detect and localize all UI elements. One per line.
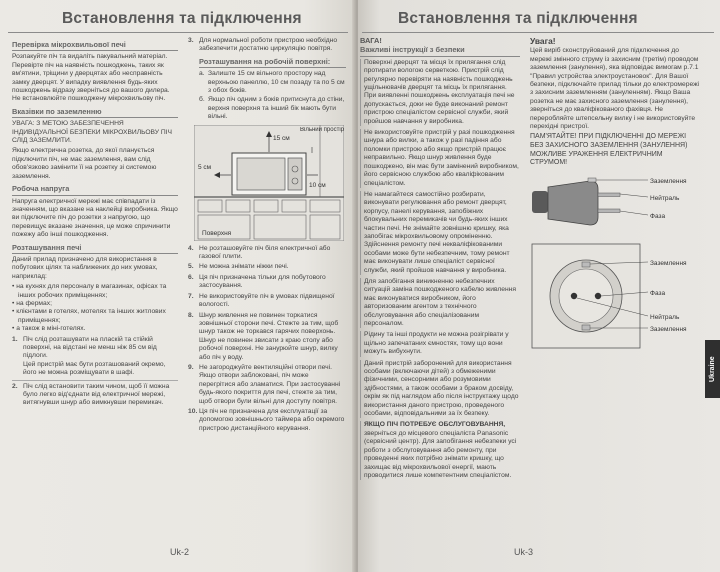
numbered-item-9: 9. Не загороджуйте вентиляційні отвори печі. Якщо отвори заблоковані, піч може перегрітися або зламатися. При застосуванні будь-якого покриття для печі, стежте за тим, щоб отвори були вільні для доступу повітря. <box>188 363 341 405</box>
plug-body <box>548 181 598 225</box>
warning-label: ВАГА! <box>360 36 382 45</box>
right-page <box>358 0 720 572</box>
sub-item-a: а. Залиште 15 см вільного простору над верхньою панеллю, 10 см позаду та по 5 см з обох боків. <box>199 70 345 95</box>
safety-paragraph: Для запобігання виникненню небезпечних ситуацій заміна пошкодженого кабелю живлення має виконуватися виробником, його авторизованим агентом з технічного обслуговування або спеціалізованим персоналом. <box>360 278 520 328</box>
left-column-1 <box>12 37 178 410</box>
attention-text: Цей виріб сконструйований для підключення до мережі змінного струму із захисним (третім) проводом заземлення (занулення), яка відповідає вимогам р.7.1 "Правил устройства электроустановок". Для Вашої безпеки, підключайте прилад тільки до електромережі з захисним заземленням (зануленням). Якщо Ваша розетка не має захисного заземлення (занулення), зверніться до кваліфікованого фахівця. Не переробляйте штепсельну вилку і не використовуйте перехідні пристрої. <box>530 47 700 131</box>
section-heading-ground: Вказівки по заземленню <box>12 108 178 118</box>
page-title-left: Встановлення та підключення <box>62 10 302 27</box>
ground-contact-top <box>582 262 590 267</box>
attention-heading: Увага! <box>530 36 556 46</box>
divider <box>12 380 178 381</box>
left-page <box>0 0 358 572</box>
list-item: • на фермах; <box>12 299 52 307</box>
label-15cm: 15 см <box>273 134 290 142</box>
socket-label-neutral: Нейтраль <box>650 313 680 321</box>
title-rule <box>8 32 348 33</box>
safety-paragraph: Не використовуйте пристрій у разі пошкодження шнура або вилки, а також у разі падіння або поломки пристрою або якщо пристрій працює неправильно. Якщо шнур живлення буде пошкоджено, він має бути замінений виробником, його сервісною службою або кваліфікованим спеціалістом. <box>360 129 520 188</box>
label-5cm: 5 см <box>198 163 212 171</box>
list-item: • клієнтами в готелях, мотелях та інших житлових приміщеннях; <box>12 308 166 324</box>
left-column-2 <box>188 37 346 435</box>
page-number-left: Uk-2 <box>170 547 190 557</box>
check-text: Розпакуйте піч та видаліть пакувальний матеріал. Перевірте піч на наявність пошкоджень, таких як вм'ятини, тріщини у дверцятах або несправність замку дверцят. У випадку виявлення будь-яких пошкоджень відразу зверніться до вашого дилера. Не встановлюйте пошкоджену мікрохвильову піч. <box>12 53 170 103</box>
section-heading-placement: Розташування печі <box>12 244 178 254</box>
numbered-item-1: 1. Піч слід розташувати на пласкій та стійкій поверхні, на відстані не менш ніж 85 см від підлоги. Цей пристрій має бути розташований окремо, його не можна розміщувати в шафі. <box>12 336 178 378</box>
plug-label-neutral: Нейтраль <box>650 194 680 202</box>
item1-note: Цей пристрій має бути розташований окремо, його не можна розміщувати в шафі. <box>23 360 166 377</box>
plug-pin <box>598 209 620 213</box>
safety-paragraph: Рідину та інші продукти не можна розігрівати у щільно запечатаних ємностях, тому що вони можуть вибухнути. <box>360 331 520 356</box>
section-heading-voltage: Робоча напруга <box>12 185 178 195</box>
placement-intro: Даний прилад призначено для використання в побутових цілях та наближених до них умовах, наприклад: <box>12 255 158 280</box>
plug-ground-clip <box>588 178 596 182</box>
voltage-text: Напруга електричної мережі має співпадати із значенням, що вказане на наклейці виробника. Якщо ви підключите піч до розетки з напругою, що перевищує вказане значення, це може спричинити пожежу або інші пошкодження. <box>12 197 178 239</box>
plug-diagram <box>530 173 700 239</box>
leader-line <box>620 211 648 215</box>
plug-pin <box>598 193 620 197</box>
list-item: • на кухнях для персоналу в магазинах, офісах та інших робочих приміщеннях; <box>12 283 167 299</box>
safety-paragraph: Даний пристрій заборонений для використання особами (включаючи дітей) з обмеженими фізичними, сенсорними або розумовими здібностями, а також особами з браком досвіду, окрім як під наглядом або після інструктажу щодо використання даного пристрою, проведеного особами, відповідальними за їх безпеку. <box>360 360 520 419</box>
page-title-right: Встановлення та підключення <box>398 10 638 27</box>
label-10cm: 10 см <box>309 181 326 189</box>
socket-diagram <box>530 242 700 350</box>
numbered-item-8: 8. Шнур живлення не повинен торкатися зовнішньої сторони печі. Стежте за тим, щоб шнур також не торкався гарячих поверхонь. Шнур не повинен звисати з краю столу або робочої поверхні. Не занурюйте шнур, вилку або піч у воду. <box>188 311 339 361</box>
plug-label-phase: Фаза <box>650 212 666 220</box>
title-rule <box>362 32 714 33</box>
right-column-1 <box>360 37 520 483</box>
ground-text: Якщо електрична розетка, до якої планується підключити піч, не має заземлення, вам слід обов'язково замінити її на розетку зі системою заземлення. <box>12 147 157 180</box>
page-number-right: Uk-3 <box>514 547 534 557</box>
section-heading-check: Перевірка мікрохвильової печі <box>12 41 178 51</box>
list-item: • а також в міні-готелях. <box>12 325 86 333</box>
numbered-item-10: 10. Ця піч не призначена для експлуатації за допомогою зовнішнього таймера або окремого пристрою дистанційного керування. <box>188 407 345 432</box>
numbered-item-2: 2. Піч слід встановити таким чином, щоб її можна було легко від'єднати від електричної мережі, витягнувши шнур або вимкнувши перемикач. <box>12 382 170 407</box>
safety-paragraph: Поверхні дверцят та місця їх прилягання слід протирати вологою серветкою. Пристрій слід регулярно перевіряти на наявність пошкоджень ущільнювачів дверцят та місць їх прилягання. При виявленні пошкоджень експлуатація печі не допускається, доки не буде виконаний ремонт пристрою спеціалістом сервісної служби, який пройшов навчання у виробника. <box>360 59 520 126</box>
microwave-window <box>237 158 285 190</box>
numbered-item-5: 5. Не можна знімати ніжки печі. <box>188 263 289 271</box>
socket-label-phase: Фаза <box>650 289 666 297</box>
right-column-2 <box>530 37 700 350</box>
clearance-diagram <box>194 125 344 241</box>
numbered-item-6: 6. Ця піч призначена тільки для побутового застосування. <box>188 273 326 290</box>
ground-contact-bottom <box>582 325 590 330</box>
label-surface: Поверхня <box>202 229 232 237</box>
safety-paragraph: ЯКЩО ПІЧ ПОТРЕБУЄ ОБСЛУГОВУВАННЯ, зверніться до місцевого спеціаліста Panasonic (сервісний центр). Для запобігання небезпеки усі роботи з обслуговування або ремонту, при проведенні яких потрібно знімати кришку, що захищає від мікрохвильової енергії, мають проводитися лише компетентним спеціалістом. <box>360 421 520 480</box>
socket-hole <box>571 293 577 299</box>
socket-label-ground-bottom: Заземлення <box>650 325 687 333</box>
socket-face <box>559 269 613 323</box>
ground-warning: УВАГА: З МЕТОЮ ЗАБЕЗПЕЧЕННЯ ІНДИВІДУАЛЬНОЇ БЕЗПЕКИ МІКРОХВИЛЬОВУ ПІЧ СЛІД ЗАЗЕМЛИТИ. <box>12 120 173 145</box>
numbered-item-3: 3. Для нормальної роботи пристрою необхідно забезпечити достатню циркуляцію повітря. <box>188 37 338 53</box>
safety-paragraph: Не намагайтеся самостійно розбирати, виконувати регулювання або ремонт дверцят, корпусу, панелі керування, запобіжних блокувальних перемикачів чи будь-яких інших частин печі. Не знімайте зовнішню кришку, яка запобігає мікрохвильовому опроміненню. Здійснення ремонту печі некваліфікованими особами може бути небезпечним, тому ремонт має виконувати лише спеціаліст сервісної служби, який пройшов навчання у виробника. <box>360 191 520 275</box>
label-free-space: Вільний простір <box>300 126 344 133</box>
numbered-item-7: 7. Не використовуйте піч в умовах підвищеної вологості. <box>188 292 335 309</box>
socket-label-ground-top: Заземлення <box>650 259 687 267</box>
socket-hole <box>595 293 601 299</box>
sub-item-b: б. Якщо піч одним з боків притиснута до стіни, верхня поверхня та інший бік мають бути вільні. <box>199 96 345 121</box>
attention-caps: ПАМ'ЯТАЙТЕ! ПРИ ПІДКЛЮЧЕННІ ДО МЕРЕЖІ БЕЗ ЗАХИСНОГО ЗАЗЕМЛЕННЯ (ЗАНУЛЕННЯ) МОЖЛИВЕ УРАЖЕННЯ ЕЛЕКТРИЧНИМ СТРУМОМ! <box>530 133 688 167</box>
surface-heading: Розташування на робочій поверхні: <box>199 58 346 68</box>
cable-stub <box>532 191 548 213</box>
language-tab: Ukraine <box>705 340 720 398</box>
leader-line <box>620 194 648 197</box>
microwave-control-panel <box>288 158 302 190</box>
numbered-item-4: 4. Не розташовуйте піч біля електричної або газової плити. <box>188 244 331 261</box>
plug-label-ground: Заземлення <box>650 177 687 185</box>
safety-heading: Важливі інструкції з безпеки <box>360 46 520 56</box>
